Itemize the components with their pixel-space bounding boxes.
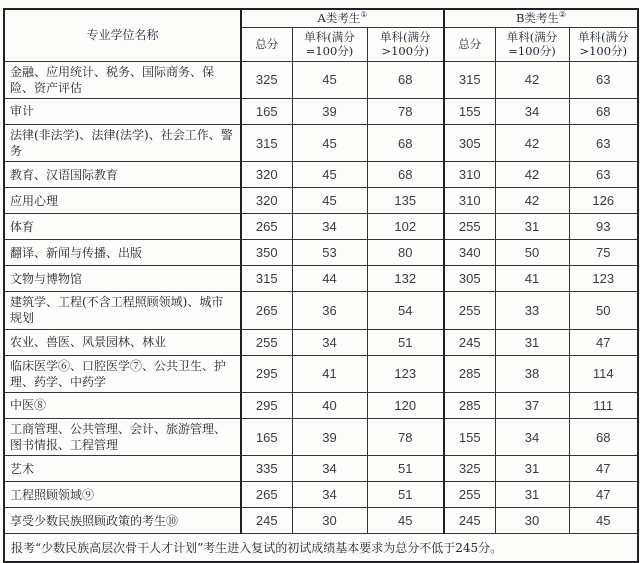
table-row bbox=[4, 214, 638, 240]
score-b-single-gt100-cell: 47 bbox=[569, 456, 638, 482]
group-a-label: A类考生 bbox=[317, 11, 361, 26]
score-b-total-cell: 315 bbox=[444, 61, 495, 98]
table-row bbox=[4, 98, 638, 124]
score-table-body bbox=[4, 61, 638, 534]
score-a-total-cell: 165 bbox=[241, 419, 292, 456]
score-a-single-eq100-cell: 30 bbox=[292, 508, 367, 534]
score-a-total-cell: 165 bbox=[241, 98, 292, 124]
score-b-total-cell: 285 bbox=[444, 393, 495, 419]
score-b-single-eq100-cell: 42 bbox=[495, 61, 569, 98]
score-a-single-eq100-cell: 41 bbox=[292, 355, 367, 392]
footer-note-row bbox=[4, 534, 638, 563]
table-footer bbox=[4, 534, 638, 563]
score-a-total-cell: 320 bbox=[241, 162, 292, 188]
score-a-total-cell: 265 bbox=[241, 292, 292, 329]
score-a-single-eq100-cell: 34 bbox=[292, 456, 367, 482]
score-a-single-gt100-cell: 68 bbox=[367, 61, 444, 98]
major-name-cell: 享受少数民族照顾政策的考生⑩ bbox=[4, 508, 241, 534]
score-b-single-eq100-cell: 30 bbox=[495, 508, 569, 534]
score-b-single-eq100-cell: 34 bbox=[495, 419, 569, 456]
score-a-total-cell: 255 bbox=[241, 329, 292, 355]
score-a-single-eq100-cell: 40 bbox=[292, 393, 367, 419]
table-row bbox=[4, 292, 638, 329]
score-a-single-gt100-cell: 78 bbox=[367, 419, 444, 456]
score-b-total-cell: 340 bbox=[444, 240, 495, 266]
score-a-total-cell: 350 bbox=[241, 240, 292, 266]
table-row bbox=[4, 61, 638, 98]
table-row bbox=[4, 508, 638, 534]
score-a-total-cell: 265 bbox=[241, 482, 292, 508]
score-b-single-gt100-cell: 45 bbox=[569, 508, 638, 534]
score-a-total-cell: 295 bbox=[241, 355, 292, 392]
column-header-a-total: 总分 bbox=[241, 27, 292, 61]
score-b-single-eq100-cell: 31 bbox=[495, 482, 569, 508]
score-b-total-cell: 255 bbox=[444, 482, 495, 508]
score-b-single-eq100-cell: 38 bbox=[495, 355, 569, 392]
major-name-cell: 临床医学⑥、口腔医学⑦、公共卫生、护理、药学、中药学 bbox=[4, 355, 241, 392]
score-a-single-gt100-cell: 78 bbox=[367, 98, 444, 124]
table-row bbox=[4, 419, 638, 456]
score-b-single-eq100-cell: 42 bbox=[495, 188, 569, 214]
column-header-b-single-gt100: 单科(满分 >100分) bbox=[569, 27, 638, 61]
table-row bbox=[4, 240, 638, 266]
score-a-single-gt100-cell: 120 bbox=[367, 393, 444, 419]
score-a-total-cell: 265 bbox=[241, 214, 292, 240]
major-name-cell: 建筑学、工程(不含工程照顾领域)、城市规划 bbox=[4, 292, 241, 329]
table-row bbox=[4, 456, 638, 482]
major-name-cell: 翻译、新闻与传播、出版 bbox=[4, 240, 241, 266]
score-a-single-gt100-cell: 68 bbox=[367, 162, 444, 188]
score-a-single-eq100-cell: 34 bbox=[292, 214, 367, 240]
score-b-total-cell: 255 bbox=[444, 214, 495, 240]
major-name-cell: 应用心理 bbox=[4, 188, 241, 214]
column-header-major-name: 专业学位名称 bbox=[4, 9, 241, 61]
major-name-cell: 金融、应用统计、税务、国际商务、保险、资产评估 bbox=[4, 61, 241, 98]
table-row bbox=[4, 124, 638, 161]
score-a-single-gt100-cell: 132 bbox=[367, 266, 444, 292]
score-a-single-gt100-cell: 45 bbox=[367, 508, 444, 534]
major-name-cell: 农业、兽医、风景园林、林业 bbox=[4, 329, 241, 355]
score-b-total-cell: 305 bbox=[444, 124, 495, 161]
score-b-total-cell: 310 bbox=[444, 188, 495, 214]
table-row bbox=[4, 329, 638, 355]
column-header-b-total: 总分 bbox=[444, 27, 495, 61]
score-b-single-gt100-cell: 123 bbox=[569, 266, 638, 292]
score-a-total-cell: 295 bbox=[241, 393, 292, 419]
score-b-single-eq100-cell: 42 bbox=[495, 162, 569, 188]
column-header-b-single-eq100: 单科(满分 =100分) bbox=[495, 27, 569, 61]
table-row bbox=[4, 355, 638, 392]
table-row bbox=[4, 482, 638, 508]
score-a-single-eq100-cell: 45 bbox=[292, 124, 367, 161]
score-b-single-eq100-cell: 41 bbox=[495, 266, 569, 292]
score-a-single-eq100-cell: 39 bbox=[292, 419, 367, 456]
major-name-cell: 文物与博物馆 bbox=[4, 266, 241, 292]
major-name-cell: 体育 bbox=[4, 214, 241, 240]
score-a-total-cell: 315 bbox=[241, 266, 292, 292]
score-b-single-gt100-cell: 63 bbox=[569, 124, 638, 161]
footer-note: 报考“少数民族高层次骨干人才计划”考生进入复试的初试成绩基本要求为总分不低于245分。 bbox=[4, 534, 638, 563]
score-b-total-cell: 245 bbox=[444, 508, 495, 534]
score-b-total-cell: 305 bbox=[444, 266, 495, 292]
score-b-single-eq100-cell: 34 bbox=[495, 98, 569, 124]
table-row bbox=[4, 188, 638, 214]
score-a-single-eq100-cell: 45 bbox=[292, 188, 367, 214]
score-a-single-gt100-cell: 123 bbox=[367, 355, 444, 392]
score-a-total-cell: 245 bbox=[241, 508, 292, 534]
score-a-single-gt100-cell: 135 bbox=[367, 188, 444, 214]
score-a-single-eq100-cell: 45 bbox=[292, 61, 367, 98]
major-name-cell: 工商管理、公共管理、会计、旅游管理、图书情报、工程管理 bbox=[4, 419, 241, 456]
score-b-single-gt100-cell: 63 bbox=[569, 61, 638, 98]
score-b-single-gt100-cell: 93 bbox=[569, 214, 638, 240]
score-b-total-cell: 325 bbox=[444, 456, 495, 482]
score-b-single-eq100-cell: 31 bbox=[495, 456, 569, 482]
column-header-a-single-gt100: 单科(满分 >100分) bbox=[367, 27, 444, 61]
score-a-single-eq100-cell: 36 bbox=[292, 292, 367, 329]
score-b-single-gt100-cell: 111 bbox=[569, 393, 638, 419]
score-a-single-eq100-cell: 44 bbox=[292, 266, 367, 292]
major-name-cell: 工程照顾领域⑨ bbox=[4, 482, 241, 508]
group-b-label: B类考生 bbox=[515, 11, 559, 26]
score-a-total-cell: 335 bbox=[241, 456, 292, 482]
score-b-single-gt100-cell: 63 bbox=[569, 162, 638, 188]
major-name-cell: 中医⑧ bbox=[4, 393, 241, 419]
column-header-group-b bbox=[444, 9, 638, 27]
score-b-single-gt100-cell: 50 bbox=[569, 292, 638, 329]
score-a-single-gt100-cell: 68 bbox=[367, 124, 444, 161]
group-b-footnote-mark: ② bbox=[558, 10, 567, 20]
score-b-total-cell: 255 bbox=[444, 292, 495, 329]
major-name-cell: 法律(非法学)、法律(法学)、社会工作、警务 bbox=[4, 124, 241, 161]
score-b-single-gt100-cell: 47 bbox=[569, 329, 638, 355]
score-a-single-gt100-cell: 102 bbox=[367, 214, 444, 240]
score-b-single-gt100-cell: 47 bbox=[569, 482, 638, 508]
score-a-single-eq100-cell: 34 bbox=[292, 329, 367, 355]
score-a-total-cell: 325 bbox=[241, 61, 292, 98]
score-b-total-cell: 245 bbox=[444, 329, 495, 355]
score-b-single-gt100-cell: 114 bbox=[569, 355, 638, 392]
score-a-single-gt100-cell: 80 bbox=[367, 240, 444, 266]
score-a-single-eq100-cell: 45 bbox=[292, 162, 367, 188]
major-name-cell: 艺术 bbox=[4, 456, 241, 482]
score-a-single-gt100-cell: 51 bbox=[367, 329, 444, 355]
score-b-single-eq100-cell: 31 bbox=[495, 329, 569, 355]
score-b-single-gt100-cell: 75 bbox=[569, 240, 638, 266]
score-b-single-eq100-cell: 31 bbox=[495, 214, 569, 240]
score-b-total-cell: 285 bbox=[444, 355, 495, 392]
group-a-footnote-mark: ① bbox=[360, 10, 368, 20]
table-row bbox=[4, 393, 638, 419]
score-a-single-eq100-cell: 34 bbox=[292, 482, 367, 508]
column-header-a-single-eq100: 单科(满分 =100分) bbox=[292, 27, 367, 61]
score-b-total-cell: 155 bbox=[444, 98, 495, 124]
score-b-single-eq100-cell: 33 bbox=[495, 292, 569, 329]
header-group-row bbox=[4, 9, 638, 27]
score-a-total-cell: 315 bbox=[241, 124, 292, 161]
score-a-single-gt100-cell: 54 bbox=[367, 292, 444, 329]
score-b-single-eq100-cell: 37 bbox=[495, 393, 569, 419]
score-a-single-gt100-cell: 51 bbox=[367, 456, 444, 482]
table-row bbox=[4, 162, 638, 188]
table-row bbox=[4, 266, 638, 292]
score-a-single-eq100-cell: 39 bbox=[292, 98, 367, 124]
major-name-cell: 审计 bbox=[4, 98, 241, 124]
score-b-total-cell: 155 bbox=[444, 419, 495, 456]
table-header bbox=[4, 9, 638, 61]
score-a-single-eq100-cell: 53 bbox=[292, 240, 367, 266]
score-b-single-gt100-cell: 68 bbox=[569, 98, 638, 124]
score-b-single-gt100-cell: 68 bbox=[569, 419, 638, 456]
score-line-table bbox=[3, 8, 639, 563]
score-b-total-cell: 310 bbox=[444, 162, 495, 188]
score-b-single-eq100-cell: 50 bbox=[495, 240, 569, 266]
major-name-cell: 教育、汉语国际教育 bbox=[4, 162, 241, 188]
score-b-single-gt100-cell: 126 bbox=[569, 188, 638, 214]
column-header-group-a bbox=[241, 9, 444, 27]
score-b-single-eq100-cell: 42 bbox=[495, 124, 569, 161]
score-a-single-gt100-cell: 51 bbox=[367, 482, 444, 508]
score-a-total-cell: 320 bbox=[241, 188, 292, 214]
